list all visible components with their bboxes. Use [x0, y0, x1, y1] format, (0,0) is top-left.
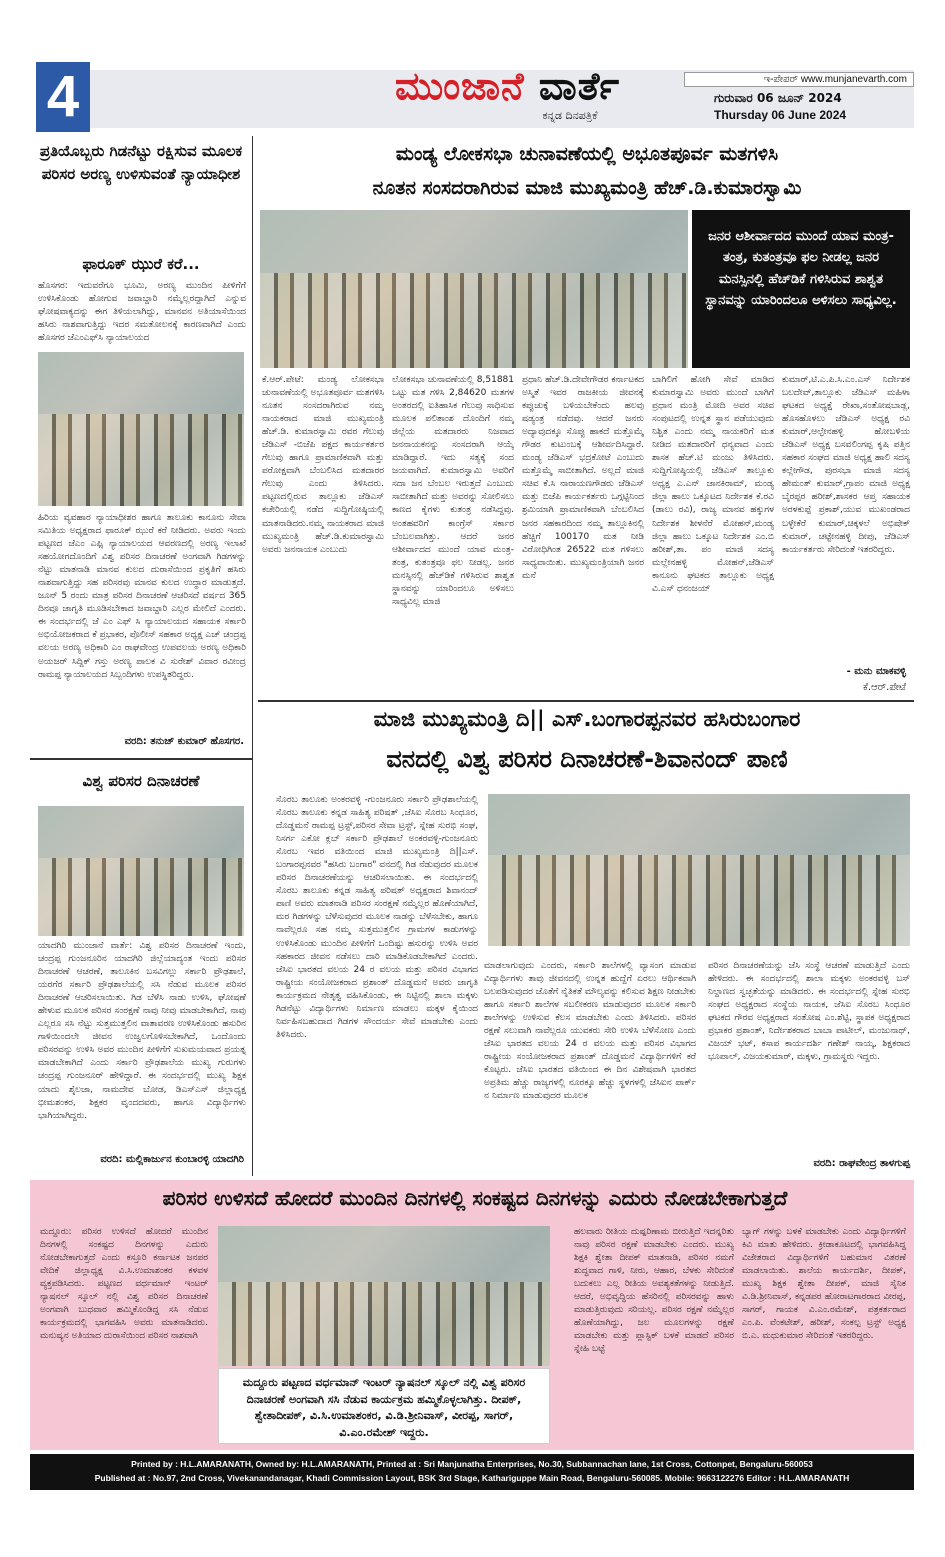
left-story2-headline: ವಿಶ್ವ ಪರಿಸರ ದಿನಾಚರಣೆ — [82, 772, 200, 790]
bottom-story-photo — [218, 1226, 550, 1366]
main-story1-headline-line2: ನೂತನ ಸಂಸದರಾಗಿರುವ ಮಾಜಿ ಮುಖ್ಯಮಂತ್ರಿ ಹೆಚ್.ಡಿ.ಕುಮಾರಸ್ವಾಮಿ — [372, 177, 802, 199]
main-story2-col2: ಮಾಡಲಾಗುವುದು ಎಂದರು, ಸರ್ಕಾರಿ ಶಾಲೆಗಳಲ್ಲಿ ವ್ಯಾಸಂಗ ಮಾಡುವ ವಿದ್ಯಾರ್ಥಿಗಳು ತಾವು ಜೀವನದಲ್ಲಿ ಉನ್ನತ ಹುದ್ದೆಗೆ ಏರಲು ಆರ್ಥಿಕವಾಗಿ ಬಲಪಡಿಸುವುದರ ಜೊತೆಗೆ ನೈತಿಕತೆ ಮೌಲ್ಯವನ್ನು ಕಲಿಸುವ ಶಿಕ್ಷಣ ನೀಡಬೇಕು ಹಾಗೂ ಸರ್ಕಾರಿ ಶಾಲೆಗಳ ಸಬಲೀಕರಣ ಮಾಡುವುದರ ಮೂಲಕ ಸರ್ಕಾರಿ ಶಾಲೆಗಳನ್ನು ಉಳಿಸುವ ಕೆಲಸ ಮಾಡಬೇಕು ಎಂದು ತಿಳಿಸಿದರು. ಪರಿಸರ ರಕ್ಷಣೆ ಸಲುವಾಗಿ ನಾವೆಲ್ಲರೂ ಯುವಕರು ಸೇರಿ ಉಳಿಸಿ ಬೆಳೆಸೋಣ ಎಂದು ಜೆಸಿಐ ಭಾರತದ ವಲಯ 24 ರ ವಲಯ ಮತ್ತು ಪರಿಸರ ವಿಭಾಗದ ರಾಷ್ಟ್ರೀಯ ಸಂಯೋಜಕರಾದ ಪ್ರಶಾಂತ್ ದೊಡ್ಡಮನೆ ವಿದ್ಯಾರ್ಥಿಗಳಿಗೆ ಕರೆ ಕೊಟ್ಟರು. ಜೆಸಿಐ ಭಾರತದ ವತಿಯಿಂದ ಈ ದಿನ ವಿಶೇಷವಾಗಿ ಭಾರತದ ಅಪ್ರತಿಮ ಹೆಚ್ಚು ರಾಜ್ಯಗಳಲ್ಲಿ ನೂರಕ್ಕೂ ಹೆಚ್ಚು ಸ್ಥಳಗಳಲ್ಲಿ ಜೆಸಿಐನ ಪಾರ್ಕ್ ನ ನಿರ್ಮಾಣ ಮಾಡುವುದರ ಮೂಲಕ — [484, 961, 696, 1102]
main-story1-col1: ಕೆ.ಆರ್.ಪೇಟೆ: ಮಂಡ್ಯ ಲೋಕಸಭಾ ಚುನಾವಣೆಯಲ್ಲಿ ಅಭೂತಪೂರ್ವ ಮತಗಳಿಸಿ ನೂತನ ಸಂಸದರಾಗಿರುವ ನಮ್ಮ ನಾಯಕರಾದ ಮಾಜಿ ಮುಖ್ಯಮಂತ್ರಿ ಹೆಚ್.ಡಿ. ಕುಮಾರಸ್ವಾಮಿ ರವರ ಗೆಲುವು ಜೆಡಿಎಸ್ -ಬಿಜೆಪಿ ಪಕ್ಷದ ಕಾರ್ಯಕರ್ತರ ಗೆಲುವು ಹಾಗೂ ಪ್ರಾಮಾಣಿಕವಾಗಿ ಮತ್ತು ಪರೋಕ್ಷವಾಗಿ ಬೆಂಬಲಿಸಿದ ಮತದಾರರ ಗೆಲುವು ಎಂದು ತಿಳಿಸಿದರು. ಪಟ್ಟಣದಲ್ಲಿರುವ ತಾಲ್ಲೂಕು ಜೆಡಿಎಸ್ ಕಚೇರಿಯಲ್ಲಿ ನಡೆದ ಸುದ್ದಿಗೋಷ್ಠಿಯಲ್ಲಿ ಮಾತನಾಡಿದರು.ನಮ್ಮ ನಾಯಕರಾದ ಮಾಜಿ ಮುಖ್ಯಮಂತ್ರಿ ಹೆಚ್.ಡಿ.ಕುಮಾರಸ್ವಾಮಿ ಅವರು ಜನನಾಯಕ ಎಂಬುದು — [262, 375, 384, 555]
imprint-line2: Published at : No.97, 2nd Cross, Vivekanandanagar, Khadi Commission Layout, BSK 3rd Stage, Kathariguppe Main Road, Bengaluru-560085. Mobile: 9663122276 Editor : H.L.AMARANATH — [94, 1472, 850, 1483]
main-story1-headline-line1: ಮಂಡ್ಯ ಲೋಕಸಭಾ ಚುನಾವಣೆಯಲ್ಲಿ ಅಭೂತಪೂರ್ವ ಮತಗಳಿಸಿ — [395, 143, 779, 165]
logo-part2: ವಾರ್ತೆ — [538, 64, 621, 108]
main-story2-col3: ಪರಿಸರ ದಿನಾಚರಣೆಯನ್ನು ಜೆಸಿ ಸಂಸ್ಥೆ ಆಚರಣೆ ಮಾಡುತ್ತಿದೆ ಎಂದು ಹೇಳಿದರು. ಈ ಸಂದರ್ಭದಲ್ಲಿ ಶಾಲಾ ಮಕ್ಕಳು ಅಂಕರವಳ್ಳಿ ಬಸ್ ನಿಲ್ದಾಣದ ಸ್ವಚ್ಛತೆಯನ್ನು ಮಾಡಿದರು. ಈ ಸಂದರ್ಭದಲ್ಲಿ ಸ್ನೇಹ ಸುರಭಿ ಸಂಘದ ಅಧ್ಯಕ್ಷರಾದ ಸಂಸ್ಥೆಯ ನಾಯಕ, ಜೆಸಿಐ ಸೊರಬ ಸಿಂಧೂರ ಘಟಕದ ಗೌರವ ಅಧ್ಯಕ್ಷರಾದ ಸಂತೋಷ ಎಂ.ಶೆಟ್ಟಿ, ಸ್ಥಾಪಕ ಅಧ್ಯಕ್ಷರಾದ ಪ್ರಭಾಕರ ಪ್ರಶಾಂತ್, ನಿರ್ದೇಶಕರಾದ ಬಾಬಾ ಪಾಟೀಲ್, ಮಂಜುನಾಥ್, ವಿಜಯ್ ಭಟ್, ಕಸಾಪ ಕಾರ್ಯದರ್ಶಿ ಗಣೇಶ್ ನಾಯ್ಕ, ಶಿಕ್ಷಕರಾದ ಭೂಪಾಲ್, ವಿಜಯಕುಮಾರ್, ಮಕ್ಕಳು, ಗ್ರಾಮಸ್ಥರು ಇದ್ದರು. — [708, 961, 910, 1063]
main-story2-headline-line2: ವನದಲ್ಲಿ ವಿಶ್ವ ಪರಿಸರ ದಿನಾಚರಣೆ-ಶಿವಾನಂದ್ ಪಾಣಿ — [386, 745, 788, 773]
left-story1-headline: ಪ್ರತಿಯೊಬ್ಬರು ಗಿಡನೆಟ್ಟು ರಕ್ಷಿಸುವ ಮೂಲಕ ಪರಿಸರ ಅರಣ್ಯ ಉಳಿಸುವಂತೆ ನ್ಯಾಯಾಧೀಶ — [39, 142, 243, 184]
bottom-story-headline: ಪರಿಸರ ಉಳಿಸದೆ ಹೋದರೆ ಮುಂದಿನ ದಿನಗಳಲ್ಲಿ ಸಂಕಷ್ಟದ ದಿನಗಳನ್ನು ಎದುರು ನೋಡಬೇಕಾಗುತ್ತದೆ — [162, 1186, 788, 1210]
date-kannada: ಗುರುವಾರ 06 ಜೂನ್ 2024 — [714, 91, 842, 105]
bottom-story-col3: ಬ್ಯಾಗ್ ಗಳನ್ನು ಬಳಕೆ ಮಾಡಬೇಕು ಎಂದು ವಿದ್ಯಾರ್ಥಿಗಳಿಗೆ ಕಿವಿ ಮಾತು ಹೇಳಿದರು. ಕ್ರೀಡಾಕೂಟದಲ್ಲಿ ಭಾಗವಹಿಸಿದ್ದ ವಿಜೇತರಾದ ವಿದ್ಯಾರ್ಥಿಗಳಿಗೆ ಬಹುಮಾನ ವಿತರಣೆ ಮಾಡಲಾಯಿತು. ಶಾಲೆಯ ಕಾರ್ಯದರ್ಶಿ, ದೀಪಕ್, ಮುಖ್ಯ ಶಿಕ್ಷಕ ಶ್ವೇತಾ ದೀಪಕ್, ಮಾಜಿ ಸೈನಿಕ ವಿ.ಡಿ.ಶ್ರೀನಿವಾಸ್, ಕನ್ನಡಪರ ಹೋರಾಟಗಾರರಾದ ವೀರಪ್ಪ, ಸಾಗರ್, ಗಾಯಕ ವಿ.ಎಂ.ರಮೇಶ್, ಪತ್ರಕರ್ತರಾದ ಎಂ.ಪಿ. ವೆಂಕಟೇಶ್, ಹರೀಶ್, ಸಂಕಲ್ಪ ಟ್ರಸ್ಟ್ ಅಧ್ಯಕ್ಷ ಬಿ.ಎ. ಮಧುಕುಮಾರ ಸೇರಿದಂತೆ ಇತರರಿದ್ದರು. — [742, 1227, 906, 1342]
logo-tagline: ಕನ್ನಡ ದಿನಪತ್ರಿಕೆ — [542, 109, 598, 122]
imprint-footer — [30, 1454, 914, 1490]
main-story1-col3: ಪ್ರಧಾನಿ ಹೆಚ್.ಡಿ.ದೇವೇಗೌಡರ ಕರ್ನಾಟಕದ ಅಸ್ಮಿತೆ ಇವರ ರಾಜಕೀಯ ಜೀವನಕ್ಕೆ ಕಪ್ಪುಚುಕ್ಕೆ ಬಳಿಯಬೇಕೆಂದು ಹಲವು ಷಡ್ಯಂತ್ರ ನಡೆದವು. ಆದರೆ ಜನರು ಅದ್ಯಾವುದಕ್ಕೂ ಸೊಪ್ಪು ಹಾಕದೆ ಮತ್ತೊಮ್ಮೆ ಗೌಡರ ಕುಟುಂಬಕ್ಕೆ ಆಶೀರ್ವದಿಸಿದ್ದಾರೆ. ಮಂಡ್ಯ ಜೆಡಿಎಸ್ ಭದ್ರಕೋಟೆ ಎಂಬುದು ಮತ್ತೊಮ್ಮೆ ಸಾಬೀತಾಗಿದೆ. ಅಲ್ಲದೆ ಮಾಜಿ ಸಚಿವ ಕೆ.ಸಿ ನಾರಾಯಣಗೌಡರು ಜೆಡಿಎಸ್ ಮತ್ತು ಬಿಜೆಪಿ ಕಾರ್ಯಕರ್ತರು ಒಗ್ಗಟ್ಟಿನಿಂದ ಶ್ರಮಿಯಾಗಿ ಪ್ರಾಮಾಣಿಕವಾಗಿ ಬೆಂಬಲಿಸಿದ ಜನರ ಸಹಕಾರದಿಂದ ನಮ್ಮ ತಾಲ್ಲೂಕಿನಲ್ಲಿ ಹೆಚ್ಚಿಗೆ 100170 ಮತ ನೀಡಿ ವಿರೋಧಿಗಿಂತ 26522 ಮತ ಗಳಿಸಲು ಸಾಧ್ಯವಾಯಿತು. ಮುಖ್ಯಮಂತ್ರಿಯಾಗಿ ಜನರ ಮನೆ — [522, 375, 644, 581]
left-story1-photo — [38, 352, 244, 506]
main-story1-col4: ಬಾಗಿಲಿಗೆ ಹೋಗಿ ಸೇವೆ ಮಾಡಿದ ಕುಮಾರಸ್ವಾಮಿ ಅವರು ಮುಂದೆ ಬಾಗಿಗೆ ಪ್ರಧಾನ ಮಂತ್ರಿ ಮೋದಿ ಅವರ ಸಚಿವ ಸಂಪುಟದಲ್ಲಿ ಉನ್ನತ ಸ್ಥಾನ ಪಡೆಯುವುದು ನಿಶ್ಚಿತ ಎಂದು ನಮ್ಮ ನಾಯಕರಿಗೆ ಮತ ನೀಡಿದ ಮತದಾರರಿಗೆ ಧನ್ಯವಾದ ಎಂದು ಶಾಸಕ ಹೆಚ್.ಟಿ ಮಂಜು ತಿಳಿಸಿದರು. ಸುದ್ದಿಗೋಷ್ಠಿಯಲ್ಲಿ ಜೆಡಿಎಸ್ ತಾಲ್ಲೂಕು ಅಧ್ಯಕ್ಷ ಎ.ಎನ್ ಜಾನಕಿರಾಮ್, ಮಂಡ್ಯ ಜಿಲ್ಲಾ ಹಾಲು ಒಕ್ಕೂಟದ ನಿರ್ದೇಶಕ ಕೆ.ರವಿ (ಡಾಲು ರವಿ), ರಾಜ್ಯ ಮಾನವ ಹಕ್ಕುಗಳ ನಿರ್ದೇಶಕ ಶೀಳನೆರೆ ಮೋಹನ್,ಮಂಡ್ಯ ಜಿಲ್ಲಾ ಹಾಲು ಒಕ್ಕೂಟ ನಿರ್ದೇಶಕ ಎಂ.ಬಿ ಹರೀಶ್,ತಾ. ಪಂ ಮಾಜಿ ಸದಸ್ಯ ಮಲ್ಲೇನಹಳ್ಳಿ ಮೋಹನ್,ಜೆಡಿಎಸ್ ಕಾನೂನು ಘಟಕದ ತಾಲ್ಲೂಕು ಅಧ್ಯಕ್ಷ ವಿ.ಎಸ್ ಧನಂಜಯ್ — [652, 375, 774, 594]
left-story1-byline: ವರದಿ: ತನುಜ್ ಕುಮಾರ್ ಹೊಸಗರ. — [124, 736, 244, 747]
main-story1-byline: - ಮನು ಮಾಕವಳ್ಳಿ — [846, 666, 906, 677]
imprint-line1: Printed by : H.L.AMARANATH, Owned by: H.L.AMARANATH, Printed at : Sri Manjunatha Enterprises, No.30, Subbannachan lane, 1st Cross, Cottonpet, Bengaluru-560053 — [131, 1459, 813, 1469]
left-story2-body: ಯಾದಗಿರಿ ಮುಂಜಾನೆ ವಾರ್ತೆ: ವಿಶ್ವ ಪರಿಸರ ದಿನಾಚರಣೆ ಇಂದು, ಚಂದ್ರಪ್ಪ ಗುಂಜನೂರಿನ ಯಾದಗಿರಿ ಜಿಲ್ಲೆಯಾದ್ಯಂತ ಇಂದು ಪರಿಸರ ದಿನಾಚರಣೆ ಆಚರಣೆ, ತಾಲೂಕಿನ ಬಸವಿಗಲ್ಲು ಸರ್ಕಾರಿ ಪ್ರೌಢಶಾಲೆ, ಯರಗೆರ ಸರ್ಕಾರಿ ಪ್ರೌಢಶಾಲೆಯಲ್ಲಿ ಸಸಿ ನೆಡುವ ಮೂಲಕ ಪರಿಸರ ದಿನಾಚರಣೆ ಆಚರಿಸಲಾಯಿತು. ಗಿಡ ಬೆಳೆಸಿ ನಾಡು ಉಳಿಸಿ, ಘೋಷಣೆ ಹೇಳುವ ಮೂಲಕ ಪರಿಸರ ಸಂರಕ್ಷಣೆ ನಾವು ನೀವು ಮಾಡಬೇಕಾಗಿದೆ, ನಾವು ಎಲ್ಲರೂ ಸಸಿ ನೆಟ್ಟು ಸುತ್ತಮುತ್ತಲಿನ ವಾತಾವರಣ ಉಳಿಸಿಕೊಂಡು ಹಸುರಿನ ಗಾಳಿಯಿಂದಲೇ ಜೀವನ ಉಜ್ವಲಗೊಳಿಸಬೇಕಾಗಿದೆ, ಒಂದೊಂದು ಪರಿಸರವನ್ನು ಉಳಿಸಿ ಅವರ ಮುಂದಿನ ಪೀಳಿಗೆಗೆ ಸುಖಮಯವಾದ ಪ್ರಯತ್ನ ಮಾಡಬೇಕಾಗಿದೆ ಎಂದು ಸರ್ಕಾರಿ ಪ್ರೌಢಶಾಲೆಯ ಮುಖ್ಯ ಗುರುಗಳು ಚಂದ್ರಪ್ಪ ಗುಂಜನೂರ್ ಹೇಳಿದ್ದಾರೆ. ಈ ಸಂದರ್ಭದಲ್ಲಿ ಮುಖ್ಯ ಶಿಕ್ಷಕ ಯಾದು ಶೈಲಜಾ, ನಾಮದೇವ ಬೋಡ, ಡಿಎಸ್‌ಎಸ್ ಜಿಲ್ಲಾಧ್ಯಕ್ಷ ಭೀಮಶಂಕರ, ಶಿಕ್ಷಕರ ವೃಂದದವರು, ಹಾಗೂ ವಿದ್ಯಾರ್ಥಿಗಳು ಭಾಗಿಯಾಗಿದ್ದರು. — [38, 941, 246, 1121]
main-story1-byline-place: ಕೆ.ಆರ್.ಪೇಟೆ — [862, 682, 906, 693]
date-english: Thursday 06 June 2024 — [714, 108, 847, 122]
page-number: 4 — [36, 62, 90, 132]
main-story2-headline-line1: ಮಾಜಿ ಮುಖ್ಯಮಂತ್ರಿ ದಿ|| ಎಸ್.ಬಂಗಾರಪ್ಪನವರ ಹಸಿರುಬಂಗಾರ — [373, 707, 801, 731]
left-story1-lead: ಹೊಸಗರ: ಇದುವರೆಗೂ ಭೂಮಿ, ಅರಣ್ಯ ಮುಂದಿನ ಪೀಳಿಗೆಗೆ ಉಳಿಸಿಕೊಂಡು ಹೋಗುವ ಜವಾಬ್ದಾರಿ ನಮ್ಮೆಲ್ಲರದ್ದಾಗಿದೆ ಎನ್ನುವ ಘೋಷವಾಕ್ಯದನ್ನು ಈಗ ತಿಳಿಯಲಾಗಿದ್ದು, ಮಾನವನ ಅತಿಯಾಸೆಯಿಂದ ಹಸಿರು ನಾಶವಾಗುತ್ತಿದ್ದು ಇದರ ಸಮತೋಲನಕ್ಕೆ ಕಾರಣವಾಗಿದೆ ಎಂದು ಹೊಸಗರ ಜೆಎಂಎಫ್‌ಸಿ ನ್ಯಾಯಾಲಯದ — [38, 281, 246, 344]
main-story1-col5: ಕುಮಾರ್,ಟಿ.ಎ.ಪಿ.ಸಿ.ಎಂ.ಎಸ್ ನಿರ್ದೇಶಕ ಬಲದೇವ್,ತಾಲ್ಲೂಕು ಜೆಡಿಎಸ್ ಮಹಿಳಾ ಘಟಕದ ಅಧ್ಯಕ್ಷೆ ರೇಖಾ,ಸಂತೋಷಬಾಡ್ಲ, ಹೊಸಹೊಳಲು ಜೆಡಿಎಸ್ ಅಧ್ಯಕ್ಷ ರವಿ ಕುಮಾರ್,ಆಲ್ಫೇನಹಳ್ಳಿ ಹೋಬಳಿಯ ಜೆಡಿಎಸ್ ಅಧ್ಯಕ್ಷ ಬಸವಲಿಂಗಪ್ಪ ಕೃಷಿ ಪತ್ತಿನ ಸಹಕಾರ ಸಂಘದ ಮಾಜಿ ಅಧ್ಯಕ್ಷ ಹಾಲಿ ಸದಸ್ಯ ಕಲ್ಲೇಗೌಡ, ಪುರಸಭಾ ಮಾಜಿ ಸದಸ್ಯ ಹೇಮಂತ್ ಕುಮಾರ್,ಗ್ರಾಪಂ ಮಾಜಿ ಅಧ್ಯಕ್ಷ ಬೈರಪ್ಪರ ಹರೀಶ್,ಶಾಸಕರ ಆಪ್ತ ಸಹಾಯಕ ಅರಳಕುಪ್ಪೆ ಪ್ರಕಾಶ್,ಯುವ ಮುಖಂಡರಾದ ಬಳ್ಳೇಕೆರೆ ಕುಮಾರ್,ಚಿಕ್ಕಳಲೆ ಅಭಿಷೇಕ್ ಕುಮಾರ್, ಚಟ್ಟೇನಹಳ್ಳಿ ದೀಪು, ಜೆಡಿಎಸ್ ಕಾರ್ಯಕರ್ತರು ಸೇರಿದಂತೆ ಇತರರಿದ್ದರು. — [782, 375, 910, 555]
left-story1-body: ಹಿರಿಯ ವ್ಯವಹಾರ ನ್ಯಾಯಾಧೀಶರ ಹಾಗೂ ತಾಲೂಕು ಕಾನೂನು ಸೇವಾ ಸಮಿತಿಯ ಅಧ್ಯಕ್ಷರಾದ ಫಾರೂಕ್ ಝುರೆ ಕರೆ ನೀಡಿದರು. ಅವರು ಇಂದು ಪಟ್ಟಣದ ಜೆಎಂ ಎಫ್ಸಿ ನ್ಯಾಯಾಲಯದ ಆವರಣದಲ್ಲಿ ಅರಣ್ಯ ಇಲಾಖೆ ಸಹಯೋಗದೊಂದಿಗೆ ವಿಶ್ವ ಪರಿಸರ ದಿನಾಚರಣೆ ಅಂಗವಾಗಿ ಗಿಡಗಳನ್ನು ನೆಟ್ಟು ಮಾತನಾಡಿ ಮಾನವ ಕುಲದ ದುರಾಸೆಯಿಂದ ಪ್ರಕೃತಿಗೆ ಹಸಿರು ನಾಶವಾಗುತ್ತಿದ್ದು ಸಹ ಪರಿಸರವು ಮಾನವ ಕುಲದ ಉದ್ಧಾರ ಮಾಡುತ್ತದೆ. ಜೂನ್ 5 ರಂದು ಮಾತ್ರ ಪರಿಸರ ದಿನಾಚರಣೆ ಆಚರಿಸದೆ ವರ್ಷದ 365 ದಿನವೂ ಜಾಗೃತಿ ಮೂಡಿಸಬೇಕಾದ ಜವಾಬ್ದಾರಿ ಎಲ್ಲರ ಮೇಲಿದೆ ಎಂದರು. ಈ ಸಂದರ್ಭದಲ್ಲಿ ಜೆ ಎಂ ಎಫ್ ಸಿ ನ್ಯಾಯಾಲಯದ ಸಹಾಯಕ ಸರ್ಕಾರಿ ಅಭಿಯೋಜಕರಾದ ಕೆ ಪ್ರಭಾಕರ, ಪೊಲೀಸ್ ಸಹಕಾರ ಅಧ್ಯಕ್ಷ ಎಚ್ ಚಂದ್ರಪ್ಪ ವಲಯ ಅರಣ್ಯ ಅಧಿಕಾರಿ ಎಂ ರಾಘವೇಂದ್ರ ಉಪವಲಯ ಅರಣ್ಯ ಅಧಿಕಾರಿ ಅಯಜರ್ ಸಿದ್ದಿಕ್ ಗಸ್ತು ಅರಣ್ಯ ಪಾಲಕ ವಿ ಸುರೇಶ್ ವಿವಾರ ರವೀಂದ್ರ ರಾಮಪ್ಪ ನ್ಯಾಯಾಲಯದ ಸಿಬ್ಬಂದಿಗಳು ಉಪಸ್ಥಿತರಿದ್ದರು. — [38, 513, 246, 680]
left-story1-headline-name: ಫಾರೂಕ್ ಝುರೆ ಕರೆ... — [82, 255, 200, 273]
left-story2-photo — [38, 806, 244, 936]
main-story1-quote-box: ಜನರ ಆಶೀರ್ವಾದದ ಮುಂದೆ ಯಾವ ಮಂತ್ರ-ತಂತ್ರ, ಕುತಂತ್ರವೂ ಫಲ ನೀಡಲ್ಲ ಜನರ ಮನಸ್ಸಿನಲ್ಲಿ ಹೆಚ್‌ಡಿಕೆ ಗಳಿಸಿರುವ ಶಾಶ್ವತ ಸ್ಥಾನವನ್ನು ಯಾರಿಂದಲೂ ಅಳಿಸಲು ಸಾಧ್ಯವಿಲ್ಲ. — [692, 210, 910, 368]
column-divider — [252, 136, 253, 1176]
main-story2-col1: ಸೊರಬ ತಾಲೂಕು ಅಂಕರವಳ್ಳಿ -ಗುಂಜನೂರು ಸರ್ಕಾರಿ ಪ್ರೌಢಶಾಲೆಯಲ್ಲಿ ಸೊರಬ ತಾಲೂಕು ಕನ್ನಡ ಸಾಹಿತ್ಯ ಪರಿಷತ್ ,ಜೆಸಿಐ ಸೊರಬ ಸಿಂಧೂರ, ದೊಡ್ಡಮನೆ ರಾಮಪ್ಪ ಟ್ರಸ್ಟ್,ಪರಿಸರ ಸೇವಾ ಟ್ರಸ್ಟ್, ಸ್ನೇಹ ಸುರಭಿ ಸಂಘ, ನಿಸರ್ಗ ಎಕೋ ಕ್ಲಬ್ ಸರ್ಕಾರಿ ಪ್ರೌಢಶಾಲೆ ಅಂಕರವಳ್ಳಿ-ಗುಂಜನೂರು ಸೊರಬ ಇವರ ವತಿಯಿಂದ ಮಾಜಿ ಮುಖ್ಯಮಂತ್ರಿ ದಿ||ಎಸ್. ಬಂಗಾರಪ್ಪನವರ "ಹಸಿರು ಬಂಗಾರ" ವನದಲ್ಲಿ ಗಿಡ ನೆಡುವುದರ ಮೂಲಕ ಪರಿಸರ ದಿನಾಚರಣೆಯನ್ನು ಆಚರಿಸಲಾಯಿತು. ಈ ಸಂದರ್ಭದಲ್ಲಿ ಸೊರಬ ತಾಲೂಕು ಕನ್ನಡ ಸಾಹಿತ್ಯ ಪರಿಷತ್ ಅಧ್ಯಕ್ಷರಾದ ಶಿವಾನಂದ್ ಪಾಣಿ ಅವರು ಮಾತನಾಡಿ ಪರಿಸರ ಸಂರಕ್ಷಣೆ ನಮ್ಮೆಲ್ಲರ ಹೊಣೆಯಾಗಿದೆ, ಮರ ಗಿಡಗಳನ್ನು ಬೆಳೆಸುವುದರ ಮೂಲಕ ನಾಡನ್ನು ಬೆಳೆಸಬೇಕು, ಹಾಗೂ ನಾವೆಲ್ಲರೂ ಸಹ ನಮ್ಮ ಸುತ್ತಮುತ್ತಲಿನ ಗ್ರಾಮಗಳ ಕಾಡುಗಳನ್ನು ಉಳಿಸಿಕೊಂಡು ಮುಂದಿನ ಪೀಳಿಗೆಗೆ ಒಂದಿಷ್ಟು ಹಸುರನ್ನು ಉಳಿಸಿ ಅವರ ಸಹಕಾರದ ಜೀವನ ನಡೆಸಲು ದಾರಿ ಮಾಡಿಕೊಡಬೇಕಾಗಿದೆ ಎಂದರು. ಜೆಸಿಐ ಭಾರತದ ವಲಯ 24 ರ ವಲಯ ಮತ್ತು ಪರಿಸರ ವಿಭಾಗದ ರಾಷ್ಟ್ರೀಯ ಸಂಯೋಜಕರಾದ ಪ್ರಶಾಂತ್ ದೊಡ್ಡಮನೆ ಅವರು ಜಾಗೃತಿ ಕಾರ್ಯಕ್ರಮದ ನೇತೃತ್ವ ವಹಿಸಿಕೊಂಡು, ಈ ನಿಟ್ಟಿನಲ್ಲಿ ಶಾಲಾ ಮಕ್ಕಳು ಗಿಡನೆಟ್ಟು ವಿದ್ಯಾರ್ಥಿಗಳು ನಿರ್ಮಾಣ ಮಾಡಲು ಮಕ್ಕಳ ಕೈಯಿಂದ ನಿರ್ವಹಿಸಬಹುದಾದ ಗಿಡಗಳ ಸೌಂದರ್ಯ ಸೇವೆ ಮಾಡಬೇಕು ಎಂದು ತಿಳಿಸಿದರು. — [276, 795, 478, 1040]
main-story1-photo — [260, 210, 688, 368]
bottom-story-col1: ಮದ್ದೂರು: ಪರಿಸರ ಉಳಿಸದೆ ಹೋದರೆ ಮುಂದಿನ ದಿನಗಳಲ್ಲಿ ಸಂಕಷ್ಟದ ದಿನಗಳನ್ನು ಎದುರು ನೋಡಬೇಕಾಗುತ್ತದೆ ಎಂದು ಕಸ್ತೂರಿ ಕರ್ನಾಟಕ ಜನಪರ ವೇದಿಕೆ ಜಿಲ್ಲಾಧ್ಯಕ್ಷ ವಿ.ಸಿ.ಉಮಾಶಂಕರ ಕಳವಳ ವ್ಯಕ್ತಪಡಿಸಿದರು. ಪಟ್ಟಣದ ವರ್ಧಮಾನ್ ಇಂಟರ್ ನ್ಯಾಷನಲ್ ಸ್ಕೂಲ್ ನಲ್ಲಿ ವಿಶ್ವ ಪರಿಸರ ದಿನಾಚರಣೆ ಅಂಗವಾಗಿ ಬುಧವಾರ ಹಮ್ಮಿಕೊಂಡಿದ್ದ ಸಸಿ ನೆಡುವ ಕಾರ್ಯಕ್ರಮದಲ್ಲಿ ಭಾಗವಹಿಸಿ ಅವರು ಮಾತನಾಡಿದರು. ಮನುಷ್ಯನ ಅತಿಯಾದ ದುರಾಸೆಯಿಂದ ಪರಿಸರ ನಾಶವಾಗಿ — [40, 1227, 208, 1342]
logo-part1: ಮುಂಜಾನೆ — [395, 64, 525, 108]
main-story2-byline: ವರದಿ: ರಾಘವೇಂದ್ರ ತಾಳಗುಪ್ಪ — [813, 1158, 910, 1169]
newspaper-logo — [395, 64, 685, 124]
left-story2-byline: ವರದಿ: ಮಲ್ಲಿಕಾರ್ಜುನ ಕುಂಬಾರಳ್ಳಿ ಯಾದಗಿರಿ — [100, 1154, 244, 1165]
date-block — [684, 72, 914, 122]
main-story2-photo — [488, 794, 910, 946]
bottom-story-col2: ಹಲವಾರು ರೀತಿಯ ದುಷ್ಪರಿಣಾಮ ಬೀರುತ್ತಿದೆ ಇದನ್ನರಿತು ನಾವು ಪರಿಸರ ರಕ್ಷಣೆ ಮಾಡಬೇಕು ಎಂದರು. ಮುಖ್ಯ ಶಿಕ್ಷಕಿ ಶ್ವೇತಾ ದೀಪಕ್ ಮಾತನಾಡಿ, ಪರಿಸರ ನಮಗೆ ಶುದ್ಧವಾದ ಗಾಳಿ, ನೀರು, ಆಹಾರ, ಬೆಳಕು ಸೇರಿದಂತೆ ಬದುಕಲು ಎಲ್ಲ ರೀತಿಯ ಅವಶ್ಯಕತೆಗಳನ್ನು ನೀಡುತ್ತಿದೆ. ಆದರೆ, ಅಭಿವೃದ್ಧಿಯ ಹೆಸರಿನಲ್ಲಿ ಪರಿಸರವನ್ನು ಹಾಳು ಮಾಡುತ್ತಿರುವುದು ಸರಿಯಲ್ಲ. ಪರಿಸರ ರಕ್ಷಣೆ ನಮ್ಮೆಲ್ಲರ ಹೊಣೆಯಾಗಿದ್ದು, ಜಲ ಮೂಲಗಳನ್ನು ರಕ್ಷಣೆ ಮಾಡಬೇಕು ಮತ್ತು ಪ್ಲಾಸ್ಟಿಕ್ ಬಳಕೆ ಮಾಡದೆ ಪರಿಸರ ಸ್ನೇಹಿ ಬಟ್ಟೆ — [574, 1227, 734, 1355]
epaper-url[interactable]: ಇ-ಪೇಪರ್ www.munjanevarth.com — [684, 72, 914, 87]
section-divider — [258, 700, 914, 702]
main-story1-col2: ಲೋಕಸಭಾ ಚುನಾವಣೆಯಲ್ಲಿ 8,51881 ಒಟ್ಟು ಮತ ಗಳಿಸಿ 2,84620 ಮತಗಳ ಅಂತರದಲ್ಲಿ ಐತಿಹಾಸಿಕ ಗೆಲುವು ಸಾಧಿಸುವ ಮೂಲಕ ಪಲಿತಾಂಶ ದೊಂದಿಗೆ ನಮ್ಮ ಜಿಲ್ಲೆಯ ಮತದಾರರು ನಿಜವಾದ ಜನನಾಯಕನನ್ನು ಸಂಸದರಾಗಿ ಆಯ್ಕೆ ಮಾಡಿದ್ದಾರೆ. ಇದು ಸತ್ಯಕ್ಕೆ ಸಂದ ಜಯವಾಗಿದೆ. ಕುಮಾರಸ್ವಾಮಿ ಅವರಿಗೆ ಸದಾ ಜನ ಬೆಂಬಲ ಇರುತ್ತದೆ ಎಂಬುದು ಸಾಬೀತಾಗಿದೆ ಮತ್ತು ಅವರನ್ನು ಸೋಲಿಸಲು ಕಾಣದ ಕೈಗಳು ಕುತಂತ್ರ ನಡೆಸಿದ್ದವು. ಅಂತಹವರಿಗೆ ಕಾಂಗ್ರೆಸ್ ಸರ್ಕಾರ ಬೆಂಬಲವಾಗಿತ್ತು. ಆದರೆ ಜನರ ಆಶೀರ್ವಾದದ ಮುಂದೆ ಯಾವ ಮಂತ್ರ-ತಂತ್ರ, ಕುತಂತ್ರವೂ ಫಲ ನೀಡಲ್ಲ. ಜನರ ಮನಸ್ಸಿನಲ್ಲಿ ಹೆಚ್‌ಡಿಕೆ ಗಳಿಸಿರುವ ಶಾಶ್ವತ ಸ್ಥಾನವನ್ನು ಯಾರಿಂದಲೂ ಅಳಿಸಲು ಸಾಧ್ಯವಿಲ್ಲ ಮಾಜಿ — [392, 375, 514, 607]
bottom-story-caption: ಮದ್ದೂರು ಪಟ್ಟಣದ ವರ್ಧಮಾನ್ ಇಂಟರ್ ನ್ಯಾಷನಲ್ ಸ್ಕೂಲ್ ನಲ್ಲಿ ವಿಶ್ವ ಪರಿಸರ ದಿನಾಚರಣೆ ಅಂಗವಾಗಿ ಸಸಿ ನೆಡುವ ಕಾರ್ಯಕ್ರಮ ಹಮ್ಮಿಕೊಳ್ಳಲಾಗಿತ್ತು. ದೀಪಕ್, ಶ್ವೇತಾದೀಪಕ್, ವಿ.ಸಿ.ಉಮಾಶಂಕರ, ವಿ.ಡಿ.ಶ್ರೀನಿವಾಸ್, ವೀರಪ್ಪ, ಸಾಗರ್, ವಿ.ಎಂ.ರಮೇಶ್ ಇದ್ದರು. — [218, 1368, 550, 1444]
section-divider — [30, 758, 252, 760]
